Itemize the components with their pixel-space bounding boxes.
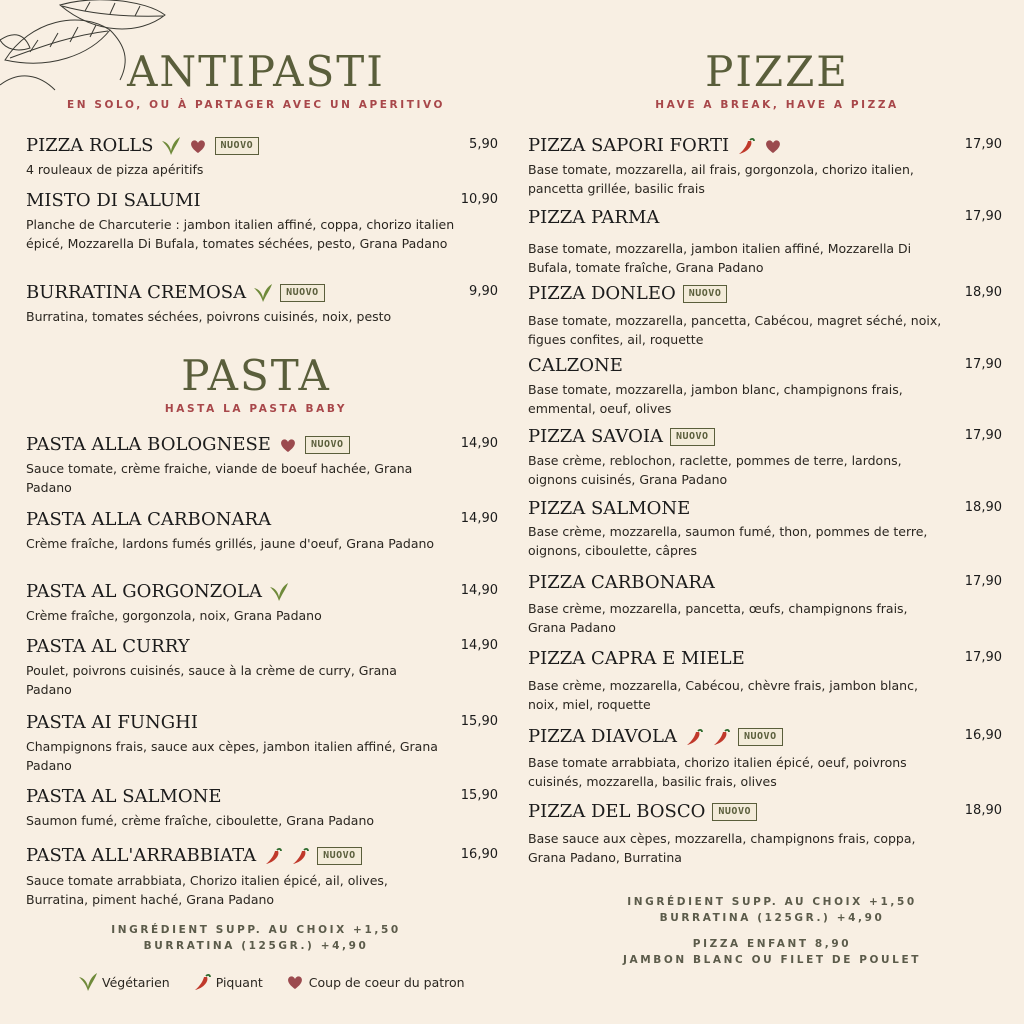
item-name-text: PASTA AI FUNGHI <box>26 712 198 733</box>
item-price: 17,90 <box>964 357 1002 372</box>
item-price: 17,90 <box>964 574 1002 589</box>
note-line: BURRATINA (125GR.) +4,90 <box>143 940 369 952</box>
item-description: Base crème, mozzarella, Cabécou, chèvre frais, jambon blanc, noix, miel, roquette <box>528 678 918 712</box>
item-name-text: PIZZA ROLLS <box>26 135 154 156</box>
note-line: PIZZA ENFANT 8,90 <box>692 938 852 950</box>
item-name-text: PIZZA DONLEO <box>528 283 676 304</box>
item-name <box>26 636 190 657</box>
item-description: Base sauce aux cèpes, mozzarella, champignons frais, coppa, Grana Padano, Burratina <box>528 831 916 865</box>
item-price: 14,90 <box>460 583 498 598</box>
item-price: 18,90 <box>964 803 1002 818</box>
item-name-text: PIZZA SALMONE <box>528 498 691 519</box>
item-name <box>26 190 201 211</box>
item-price: 10,90 <box>460 192 498 207</box>
item-name <box>26 434 350 455</box>
item-price: 17,90 <box>964 650 1002 665</box>
leaf-icon <box>269 582 289 602</box>
note-line: BURRATINA (125GR.) +4,90 <box>659 912 885 924</box>
item-description: Base tomate arrabbiata, chorizo italien épicé, oeuf, poivrons cuisinés, mozzarella, basilic frais, olives <box>528 755 907 789</box>
item-description: Planche de Charcuterie : jambon italien affiné, coppa, chorizo italien épicé, Mozzarella Di Bufala, tomates séchées, pesto, Grana Padano <box>26 217 455 251</box>
item-description: Poulet, poivrons cuisinés, sauce à la crème de curry, Grana Padano <box>26 663 397 697</box>
item-name <box>26 845 362 866</box>
item-name <box>26 282 325 303</box>
heart-icon <box>188 136 208 156</box>
item-description: Base crème, mozzarella, pancetta, œufs, champignons frais, Grana Padano <box>528 601 908 635</box>
legend-item <box>78 972 170 992</box>
chili-icon <box>263 846 283 866</box>
legend <box>78 972 487 992</box>
item-description: Burratina, tomates séchées, poivrons cuisinés, noix, pesto <box>26 309 392 324</box>
item-description: Crème fraîche, lardons fumés grillés, jaune d'oeuf, Grana Padano <box>26 536 435 551</box>
item-price: 15,90 <box>460 788 498 803</box>
pizze-subtitle: HAVE A BREAK, HAVE A PIZZA <box>655 99 899 111</box>
item-description: Base tomate, mozzarella, ail frais, gorgonzola, chorizo italien, pancetta grillée, basilic frais <box>528 162 914 196</box>
item-price: 18,90 <box>964 500 1002 515</box>
item-price: 5,90 <box>469 137 498 152</box>
legend-label: Piquant <box>215 974 263 990</box>
chili-icon <box>711 727 731 747</box>
item-name-text: CALZONE <box>528 355 623 376</box>
chili-icon <box>290 846 310 866</box>
item-name <box>528 135 783 156</box>
item-name <box>528 726 783 747</box>
item-description: Saumon fumé, crème fraîche, ciboulette, Grana Padano <box>26 813 375 828</box>
item-name <box>528 572 715 593</box>
new-badge: NUOVO <box>280 284 325 302</box>
item-description: Base tomate, mozzarella, jambon italien affiné, Mozzarella Di Bufala, tomate fraîche, Grana Padano <box>528 241 912 275</box>
item-price: 17,90 <box>964 428 1002 443</box>
item-name-text: PASTA ALL'ARRABBIATA <box>26 845 257 866</box>
item-name <box>528 498 690 519</box>
item-name <box>528 355 623 376</box>
item-price: 17,90 <box>964 209 1002 224</box>
item-price: 16,90 <box>964 728 1002 743</box>
item-description: Base tomate, mozzarella, pancetta, Cabécou, magret séché, noix, figues confites, ail, roquette <box>528 313 942 347</box>
new-badge: NUOVO <box>670 428 715 446</box>
item-description: 4 rouleaux de pizza apéritifs <box>26 162 204 177</box>
note-line: JAMBON BLANC OU FILET DE POULET <box>622 954 921 966</box>
item-name <box>26 712 198 733</box>
leaf-icon <box>78 972 98 992</box>
chili-icon <box>736 136 756 156</box>
item-description: Base crème, mozzarella, saumon fumé, thon, pommes de terre, oignons, ciboulette, câpres <box>528 524 928 558</box>
pasta-subtitle: HASTA LA PASTA BABY <box>164 403 348 415</box>
legend-item <box>192 972 263 992</box>
item-name-text: PIZZA DIAVOLA <box>528 726 677 747</box>
new-badge: NUOVO <box>712 803 757 821</box>
legend-label: Végétarien <box>102 974 170 990</box>
leaf-icon <box>161 136 181 156</box>
item-description: Sauce tomate, crème fraiche, viande de boeuf hachée, Grana Padano <box>26 461 413 495</box>
new-badge: NUOVO <box>683 285 728 303</box>
item-name <box>26 786 222 807</box>
item-price: 14,90 <box>460 638 498 653</box>
item-name-text: PIZZA CARBONARA <box>528 572 715 593</box>
leaf-icon <box>253 283 273 303</box>
note-line: INGRÉDIENT SUPP. AU CHOIX +1,50 <box>627 896 917 908</box>
item-price: 15,90 <box>460 714 498 729</box>
item-name <box>528 648 745 669</box>
item-price: 17,90 <box>964 137 1002 152</box>
item-name-text: PASTA AL SALMONE <box>26 786 222 807</box>
item-name-text: PASTA ALLA BOLOGNESE <box>26 434 271 455</box>
item-description: Crème fraîche, gorgonzola, noix, Grana Padano <box>26 608 322 623</box>
item-description: Base crème, reblochon, raclette, pommes de terre, lardons, oignons cuisinés, Grana Padano <box>528 453 902 487</box>
item-name <box>26 581 289 602</box>
item-name <box>528 426 715 447</box>
note-line: INGRÉDIENT SUPP. AU CHOIX +1,50 <box>111 924 401 936</box>
item-name <box>26 135 259 156</box>
item-name-text: PASTA ALLA CARBONARA <box>26 509 272 530</box>
item-name-text: PIZZA SAVOIA <box>528 426 663 447</box>
legend-label: Coup de coeur du patron <box>308 974 465 990</box>
item-name <box>528 207 659 228</box>
antipasti-title: ANTIPASTI <box>127 47 385 96</box>
item-price: 14,90 <box>460 436 498 451</box>
new-badge: NUOVO <box>317 847 362 865</box>
item-name <box>528 283 727 304</box>
item-price: 18,90 <box>964 285 1002 300</box>
heart-icon <box>763 136 783 156</box>
new-badge: NUOVO <box>215 137 260 155</box>
heart-icon <box>278 435 298 455</box>
item-name-text: PASTA AL GORGONZOLA <box>26 581 262 602</box>
kids-pizza-note <box>512 936 1024 968</box>
heart-icon <box>285 972 305 992</box>
pizze-supplement-note <box>512 894 1024 926</box>
chili-icon <box>192 972 212 992</box>
item-price: 14,90 <box>460 511 498 526</box>
item-name-text: BURRATINA CREMOSA <box>26 282 247 303</box>
item-name <box>26 509 271 530</box>
new-badge: NUOVO <box>305 436 350 454</box>
item-description: Base tomate, mozzarella, jambon blanc, champignons frais, emmental, oeuf, olives <box>528 382 903 416</box>
legend-item <box>285 972 465 992</box>
item-name-text: MISTO DI SALUMI <box>26 190 201 211</box>
item-name <box>528 801 757 822</box>
pizze-title: PIZZE <box>705 47 849 96</box>
pasta-supplement-note <box>0 922 512 954</box>
item-description: Sauce tomate arrabbiata, Chorizo italien épicé, ail, olives, Burratina, piment haché, Grana Padano <box>26 873 388 907</box>
antipasti-subtitle: EN SOLO, OU À PARTAGER AVEC UN APERITIVO <box>66 99 446 111</box>
item-name-text: PIZZA PARMA <box>528 207 660 228</box>
pasta-title: PASTA <box>181 351 331 400</box>
item-price: 9,90 <box>469 284 498 299</box>
item-name-text: PIZZA DEL BOSCO <box>528 801 706 822</box>
item-name-text: PASTA AL CURRY <box>26 636 190 657</box>
item-description: Champignons frais, sauce aux cèpes, jambon italien affiné, Grana Padano <box>26 739 438 773</box>
new-badge: NUOVO <box>738 728 783 746</box>
item-name-text: PIZZA SAPORI FORTI <box>528 135 730 156</box>
item-name-text: PIZZA CAPRA E MIELE <box>528 648 745 669</box>
chili-icon <box>684 727 704 747</box>
item-price: 16,90 <box>460 847 498 862</box>
